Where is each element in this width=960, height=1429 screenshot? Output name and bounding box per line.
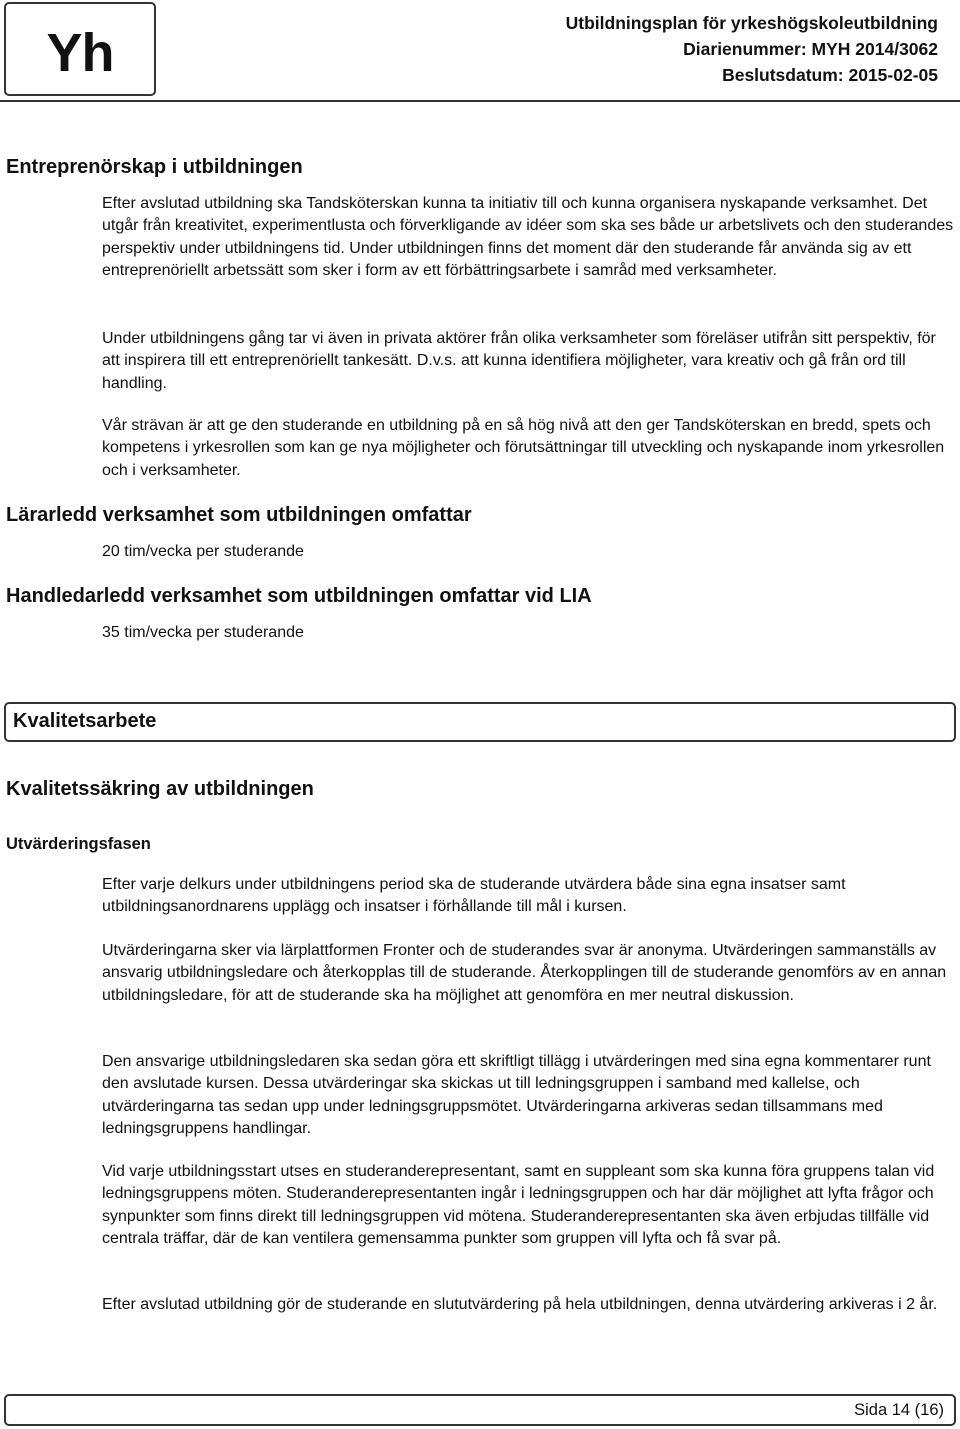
- logo-box: [4, 2, 156, 96]
- paragraph-entrepreneurship-1: Efter avslutad utbildning ska Tandsköterskan kunna ta initiativ till och kunna organisera nyskapande verksamhet. Det utgår från kreativitet, experimentlusta och förverkligande av idéer som ska ses både ur arbetslivets och den studerandes perspektiv under utbildningens tid. Under utbildningen finns det moment där den studerande får använda sig av ett entreprenöriellt arbetssätt som sker i form av ett förbättringsarbete i samråd med verksamheter.: [102, 195, 954, 279]
- section-box-quality-work: [4, 702, 956, 742]
- footer-box: [4, 1394, 956, 1426]
- paragraph-entrepreneurship-3: Vår strävan är att ge den studerande en utbildning på en så hög nivå att den ger Tandsköterskan en bredd, spets och kompetens i yrkesrollen som kan ge nya möjligheter och förutsättningar till utveckling och nyskapande inom yrkesrollen och i verksamheter.: [102, 417, 945, 479]
- document-title: Utbildningsplan för yrkeshögskoleutbildning: [565, 13, 938, 33]
- paragraph-evaluation-4: Vid varje utbildningsstart utses en studeranderepresentant, samt en suppleant som ska kunna föra gruppens talan vid ledningsgruppens möten. Studeranderepresentanten ingår i ledningsgruppen och har där möjlighet att lyfta frågor och synpunkter som finns direkt till ledningsgruppen vid mötena. Studeranderepresentanten ska även erbjudas tillfälle vid centrala träffar, där de kan ventilera gemensamma punkter som gruppen vill lyfta och få svar på.: [102, 1163, 935, 1247]
- heading-entrepreneurship: Entreprenörskap i utbildningen: [6, 156, 303, 178]
- page-number: Sida 14 (16): [854, 1401, 944, 1419]
- heading-supervisor-led: Handledarledd verksamhet som utbildningen omfattar vid LIA: [6, 585, 592, 607]
- paragraph-evaluation-2: Utvärderingarna sker via lärplattformen Fronter och de studerandes svar är anonyma. Utvärderingen sammanställs av ansvarig utbildningsledare och återkopplas till de studerande. Återkopplingen till de studerande genomförs av en annan utbildningsledare, för att de studerande ska ha möjlighet att genomföra en mer neutral diskussion.: [102, 942, 947, 1004]
- logo: Yh: [46, 23, 114, 83]
- paragraph-evaluation-3: Den ansvarige utbildningsledaren ska sedan göra ett skriftligt tillägg i utvärderingen med sina egna kommentarer runt den avslutade kursen. Dessa utvärderingar ska skickas ut till ledningsgruppen i samband med kallelse, och utvärderingarna tas sedan upp under ledningsgruppsmötet. Utvärderingarna arkiveras sedan tillsammans med ledningsgruppens handlingar.: [102, 1053, 931, 1137]
- registration-number: Diarienummer: MYH 2014/3062: [683, 39, 938, 59]
- paragraph-evaluation-1: Efter varje delkurs under utbildningens period ska de studerande utvärdera både sina egna insatser samt utbildningsanordnarens upplägg och insatser i förhållande till mål i kursen.: [102, 876, 846, 916]
- subheading-evaluation-phase: Utvärderingsfasen: [6, 835, 151, 853]
- header-divider: [0, 100, 960, 102]
- paragraph-evaluation-5: Efter avslutad utbildning gör de studerande en slututvärdering på hela utbildningen, denna utvärdering arkiveras i 2 år.: [102, 1296, 938, 1313]
- document-header: [566, 10, 938, 88]
- paragraph-entrepreneurship-2: Under utbildningens gång tar vi även in privata aktörer från olika verksamheter som föreläser utifrån sitt perspektiv, för att inspirera till ett entreprenöriellt tankesätt. D.v.s. att kunna identifiera möjligheter, vara kreativ och gå från ord till handling.: [102, 330, 936, 392]
- supervisor-led-hours: 35 tim/vecka per studerande: [102, 624, 304, 641]
- heading-teacher-led: Lärarledd verksamhet som utbildningen omfattar: [6, 504, 472, 526]
- heading-quality-assurance: Kvalitetssäkring av utbildningen: [6, 778, 314, 800]
- teacher-led-hours: 20 tim/vecka per studerande: [102, 543, 304, 560]
- decision-date: Beslutsdatum: 2015-02-05: [722, 65, 938, 85]
- section-title-quality-work: Kvalitetsarbete: [13, 710, 157, 732]
